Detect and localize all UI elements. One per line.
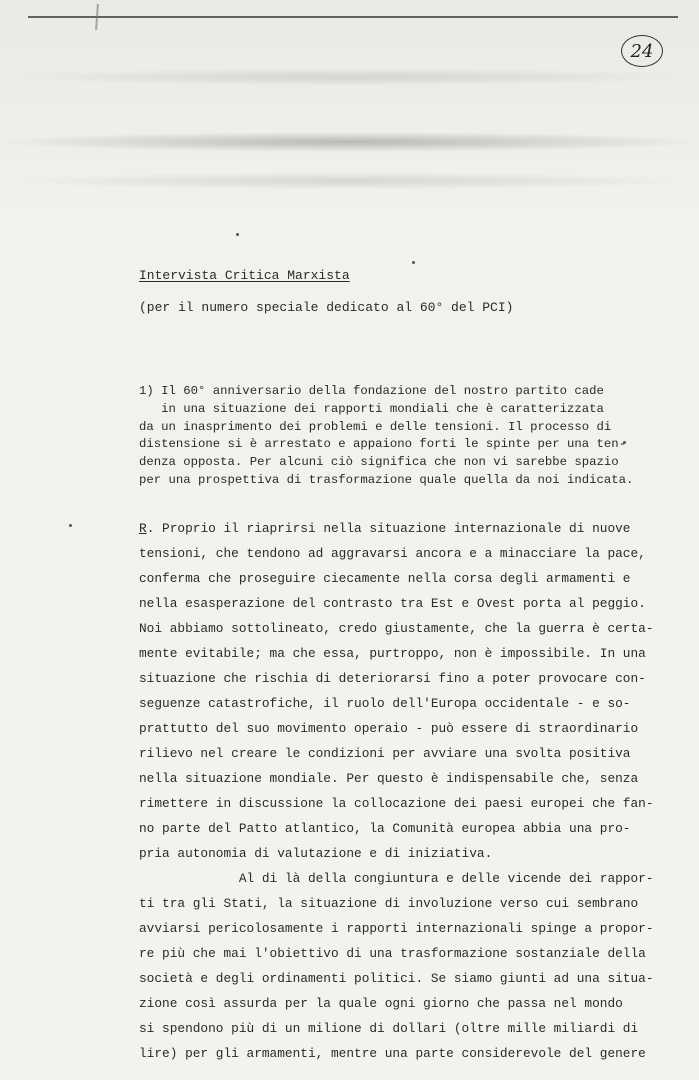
answer-line: Noi abbiamo sottolineato, credo giustamente, che la guerra è certa- (139, 621, 654, 636)
answer-line: no parte del Patto atlantico, la Comunità europea abbia una pro- (139, 821, 631, 836)
question-line: 1) Il 60° anniversario della fondazione del nostro partito cade (139, 384, 604, 398)
scan-smudge (0, 68, 699, 86)
answer-first-line: R. Proprio il riaprirsi nella situazione internazionale di nuove (139, 521, 631, 536)
answer-line: avviarsi pericolosamente i rapporti internazionali spinge a propor- (139, 921, 654, 936)
answer-line: seguenze catastrofiche, il ruolo dell'Europa occidentale - e so- (139, 696, 631, 711)
question-line: in una situazione dei rapporti mondiali che è caratterizzata (139, 401, 604, 416)
answer-line: pria autonomia di valutazione e di iniziativa. (139, 846, 493, 861)
answer-block (139, 516, 654, 1066)
answer-line: prattutto del suo movimento operaio - può essere di straordinario (139, 721, 639, 736)
question-line: per una prospettiva di trasformazione quale quella da noi indicata. (139, 472, 634, 487)
answer-line: lire) per gli armamenti, mentre una parte considerevole del genere (139, 1046, 646, 1061)
answer-line: si spendono più di un milione di dollari (oltre mille miliardi di (139, 1021, 639, 1036)
answer-line: ti tra gli Stati, la situazione di involuzione verso cui sembrano (139, 896, 639, 911)
question-line: da un inasprimento dei problemi e delle tensioni. Il processo di (139, 419, 612, 434)
top-rule (28, 16, 678, 18)
answer-line: nella esasperazione del contrasto tra Est e Ovest porta al peggio. (139, 596, 646, 611)
answer-line: società e degli ordinamenti politici. Se siamo giunti ad una situa- (139, 971, 654, 986)
scan-speck (69, 524, 72, 527)
answer-line: zione così assurda per la quale ogni giorno che passa nel mondo (139, 996, 623, 1011)
scan-smudge (0, 132, 699, 152)
question-line: distensione si è arrestato e appaiono forti le spinte per una ten- (139, 437, 627, 452)
answer-line: rilievo nel creare le condizioni per avviare una svolta positiva (139, 746, 631, 761)
document-subtitle: (per il numero speciale dedicato al 60° del PCI) (139, 300, 514, 315)
question-block (139, 383, 633, 490)
page-number-stamp: 24 (621, 35, 663, 67)
scan-speck (412, 261, 415, 264)
answer-line: nella situazione mondiale. Per questo è indispensabile che, senza (139, 771, 639, 786)
answer-line: rimettere in discussione la collocazione dei paesi europei che fan- (139, 796, 654, 811)
answer-line: tensioni, che tendono ad aggravarsi ancora e a minacciare la pace, (139, 546, 646, 561)
scan-speck (236, 233, 239, 236)
answer-line: re più che mai l'obiettivo di una trasformazione sostanziale della (139, 946, 646, 961)
answer-line: Al di là della congiuntura e delle vicende dei rappor- (139, 871, 654, 886)
answer-line: situazione che rischia di deteriorarsi fino a poter provocare con- (139, 671, 646, 686)
answer-marker: R (139, 521, 147, 536)
document-title: Intervista Critica Marxista (139, 268, 350, 283)
answer-line: mente evitabile; ma che essa, purtroppo, non è impossibile. In una (139, 646, 646, 661)
scan-smudge (0, 172, 699, 190)
question-line: denza opposta. Per alcuni ciò significa che non vi sarebbe spazio (139, 455, 619, 470)
answer-line: conferma che proseguire ciecamente nella corsa degli armamenti e (139, 571, 631, 586)
